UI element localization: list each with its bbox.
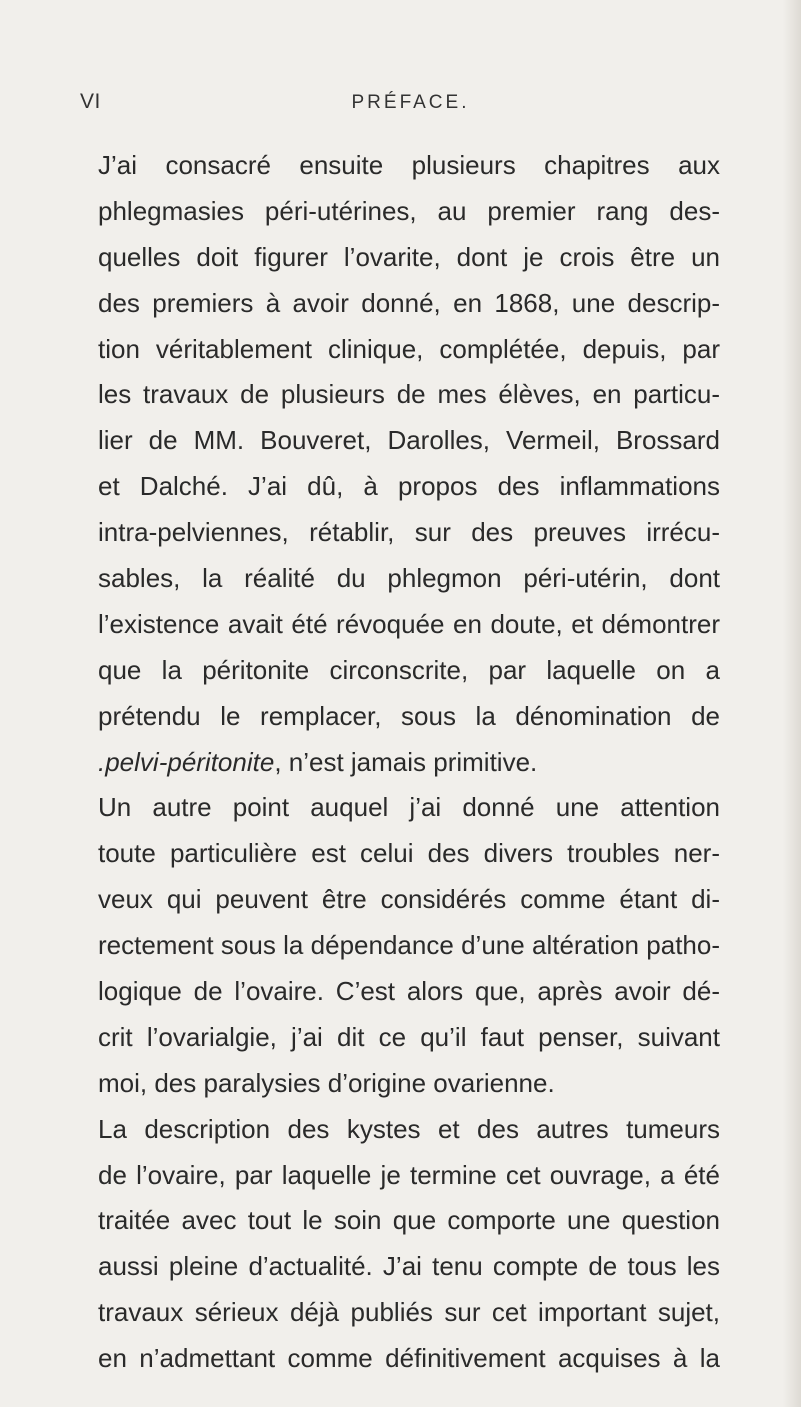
text-line: phlegmasies péri-utérines, au premier rang des- bbox=[98, 195, 720, 226]
italic-term: .pelvi-péritonite bbox=[98, 746, 275, 777]
running-head: PRÉFACE. bbox=[351, 92, 470, 113]
text-line: La description des kystes et des autres tumeurs bbox=[98, 1113, 720, 1144]
text-line: et Dalché. J’ai dû, à propos des inflammations bbox=[98, 471, 720, 502]
text-line: de l’ovaire, par laquelle je termine cet ouvrage, a été bbox=[98, 1159, 720, 1190]
text-line: J’ai consacré ensuite plusieurs chapitres aux bbox=[98, 150, 720, 180]
text-line: les travaux de plusieurs de mes élèves, en particu- bbox=[98, 379, 720, 410]
text-line: toute particulière est celui des divers troubles ner- bbox=[98, 838, 720, 869]
text-line: prétendu le remplacer, sous la dénomination de bbox=[98, 700, 720, 731]
text-line: traitée avec tout le soin que comporte une question bbox=[98, 1205, 720, 1236]
text-line: Un autre point auquel j’ai donné une attention bbox=[98, 792, 720, 823]
text-line-with-italic bbox=[98, 743, 720, 789]
page-number: VI bbox=[80, 90, 101, 113]
text-line: intra-pelviennes, rétablir, sur des preuves irrécu- bbox=[98, 517, 720, 548]
text-line: que la péritonite circonscrite, par laquelle on a bbox=[98, 654, 720, 685]
text-line-rest: , n’est jamais primitive. bbox=[274, 746, 538, 777]
text-line: l’existence avait été révoquée en doute, et démontrer bbox=[98, 608, 720, 639]
text-line: crit l’ovarialgie, j’ai dit ce qu’il faut penser, suivant bbox=[98, 1021, 720, 1052]
text-line: travaux sérieux déjà publiés sur cet important sujet, bbox=[98, 1297, 720, 1328]
text-line: en n’admettant comme définitivement acquises à la bbox=[98, 1343, 720, 1374]
page-edge-shadow bbox=[783, 0, 801, 1407]
text-line: aussi pleine d’actualité. J’ai tenu compte de tous les bbox=[98, 1251, 720, 1282]
text-line: tion véritablement clinique, complétée, depuis, par bbox=[98, 333, 720, 364]
body-text bbox=[98, 146, 720, 1385]
text-line: des premiers à avoir donné, en 1868, une descrip- bbox=[98, 287, 720, 318]
text-line: rectement sous la dépendance d’une altération patho- bbox=[98, 930, 720, 961]
text-line: veux qui peuvent être considérés comme étant di- bbox=[98, 884, 720, 915]
text-line: sables, la réalité du phlegmon péri-utérin, dont bbox=[98, 563, 720, 594]
text-line: logique de l’ovaire. C’est alors que, après avoir dé- bbox=[98, 976, 720, 1007]
text-line: lier de MM. Bouveret, Darolles, Vermeil, Brossard bbox=[98, 425, 720, 456]
text-line: moi, des paralysies d’origine ovarienne. bbox=[98, 1067, 555, 1098]
text-line: quelles doit figurer l’ovarite, dont je crois être un bbox=[98, 241, 720, 272]
